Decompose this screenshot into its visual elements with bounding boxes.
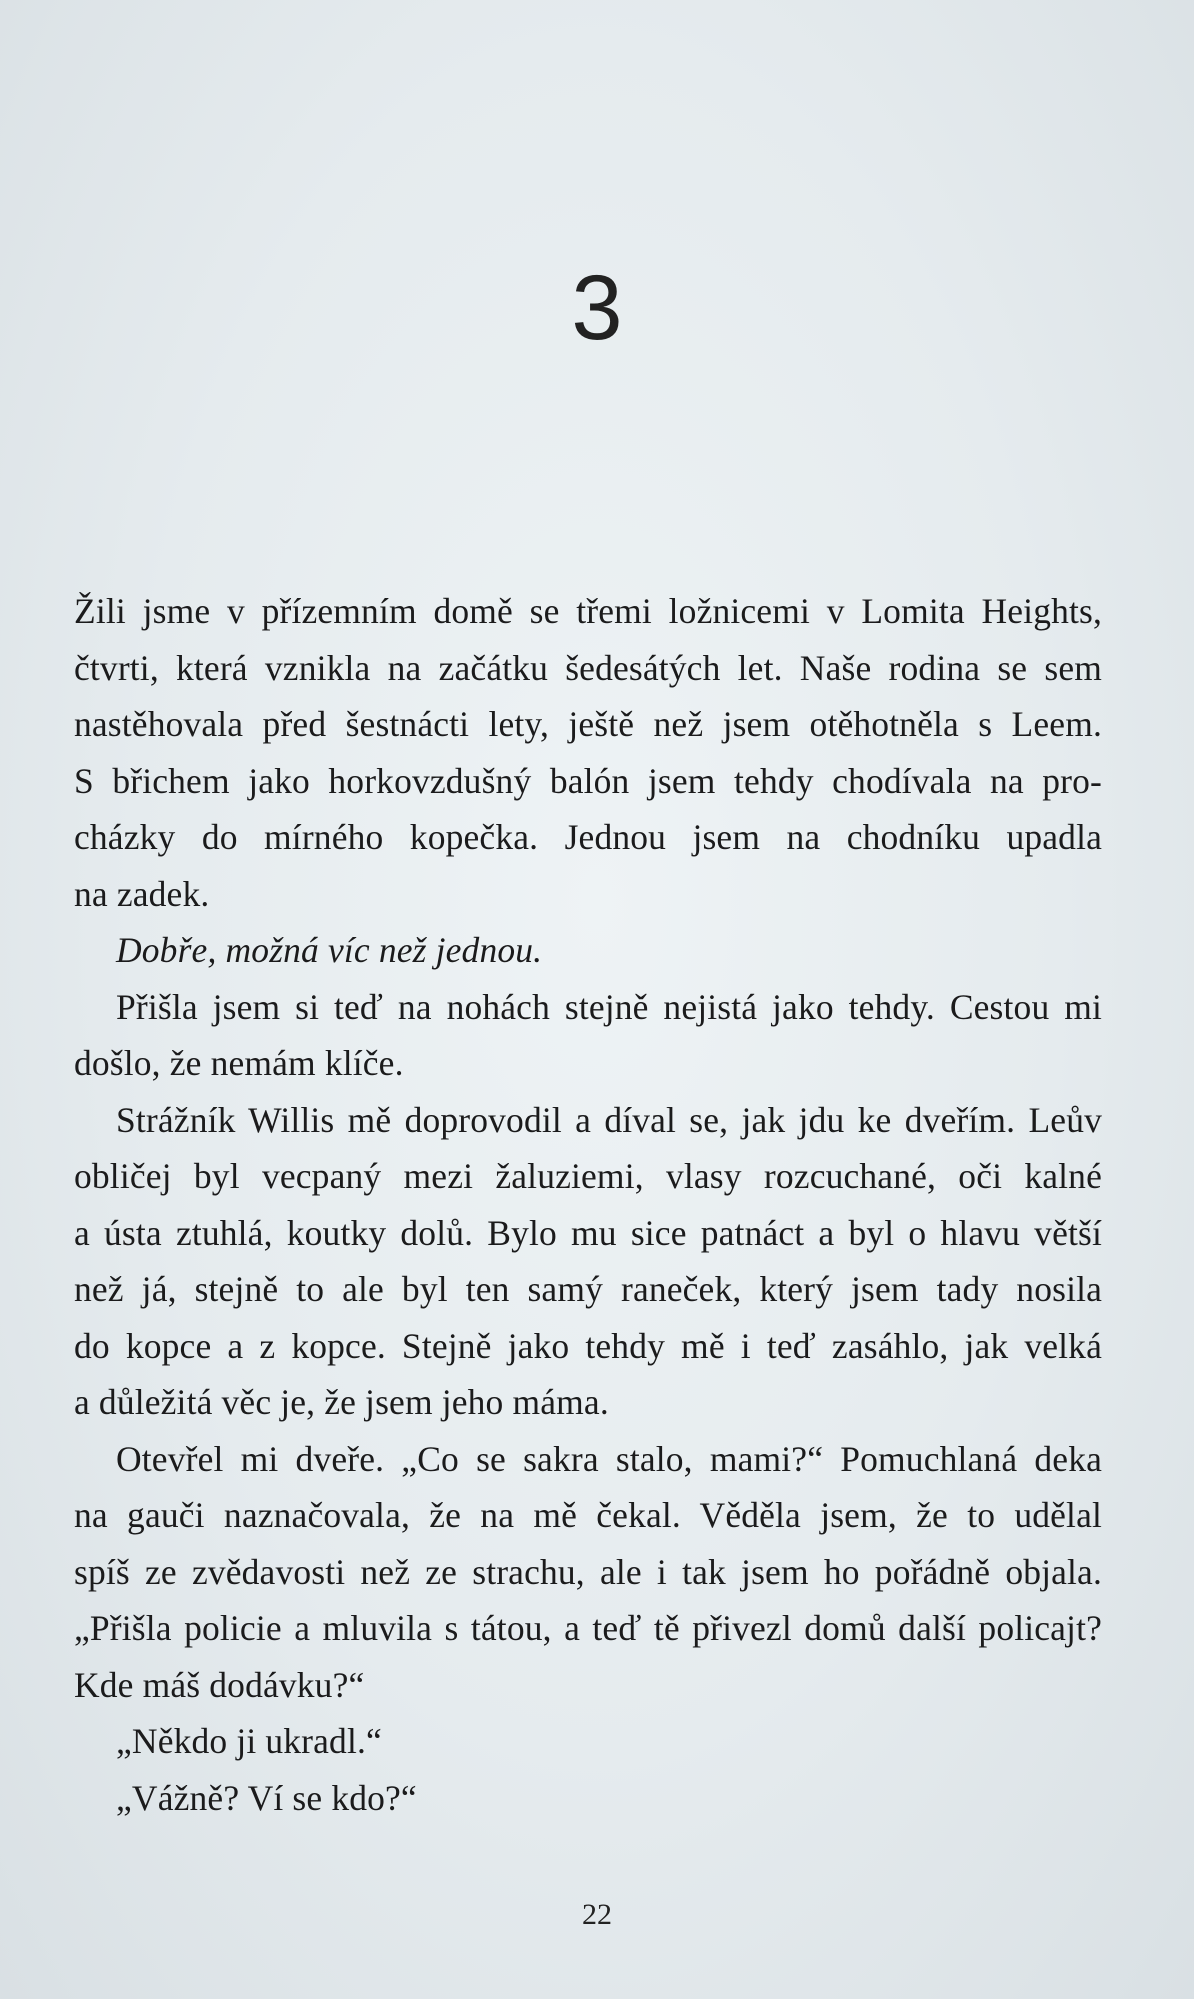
text-line: cházky do mírného kopečka. Jednou jsem na chodníku upadla <box>74 817 1102 857</box>
text-line: S břichem jako horkovzdušný balón jsem tehdy chodívala na pro- <box>74 760 1102 801</box>
text-line: „Vážně? Ví se kdo?“ <box>116 1777 417 1818</box>
text-line: do kopce a z kopce. Stejně jako tehdy mě i teď zasáhlo, jak velká <box>74 1325 1102 1366</box>
text-line: čtvrti, která vznikla na začátku šedesátých let. Naše rodina se sem <box>74 647 1102 688</box>
text-line: Přišla jsem si teď na nohách stejně nejistá jako tehdy. Cestou mi <box>116 986 1102 1027</box>
chapter-number: 3 <box>571 257 623 359</box>
text-line: Kde máš dodávku?“ <box>74 1664 365 1705</box>
text-line: obličej byl vecpaný mezi žaluziemi, vlasy rozcuchané, oči kalné <box>74 1156 1102 1196</box>
text-line: a ústa ztuhlá, koutky dolů. Bylo mu sice patnáct a byl o hlavu větší <box>74 1212 1102 1253</box>
text-line: na gauči naznačovala, že na mě čekal. Věděla jsem, že to udělal <box>74 1495 1102 1535</box>
page-number: 22 <box>582 1898 612 1931</box>
text-line: nastěhovala před šestnácti lety, ještě než jsem otěhotněla s Leem. <box>74 704 1102 744</box>
text-line: „Přišla policie a mluvila s tátou, a teď tě přivezl domů další policajt? <box>74 1608 1102 1648</box>
text-line: a důležitá věc je, že jsem jeho máma. <box>74 1382 609 1422</box>
text-line: „Někdo ji ukradl.“ <box>116 1721 382 1761</box>
text-line: na zadek. <box>74 873 210 914</box>
text-line: došlo, že nemám klíče. <box>74 1043 404 1083</box>
text-line: Dobře, možná víc než jednou. <box>116 930 543 970</box>
body-text <box>74 583 1102 1826</box>
text-line: Žili jsme v přízemním domě se třemi ložnicemi v Lomita Heights, <box>74 591 1102 631</box>
text-line: než já, stejně to ale byl ten samý raneček, který jsem tady nosila <box>74 1269 1102 1309</box>
text-line: spíš ze zvědavosti než ze strachu, ale i tak jsem ho pořádně objala. <box>74 1551 1102 1592</box>
text-line: Strážník Willis mě doprovodil a díval se, jak jdu ke dveřím. Leův <box>116 1099 1102 1140</box>
text-line: Otevřel mi dveře. „Co se sakra stalo, mami?“ Pomuchlaná deka <box>116 1438 1102 1479</box>
